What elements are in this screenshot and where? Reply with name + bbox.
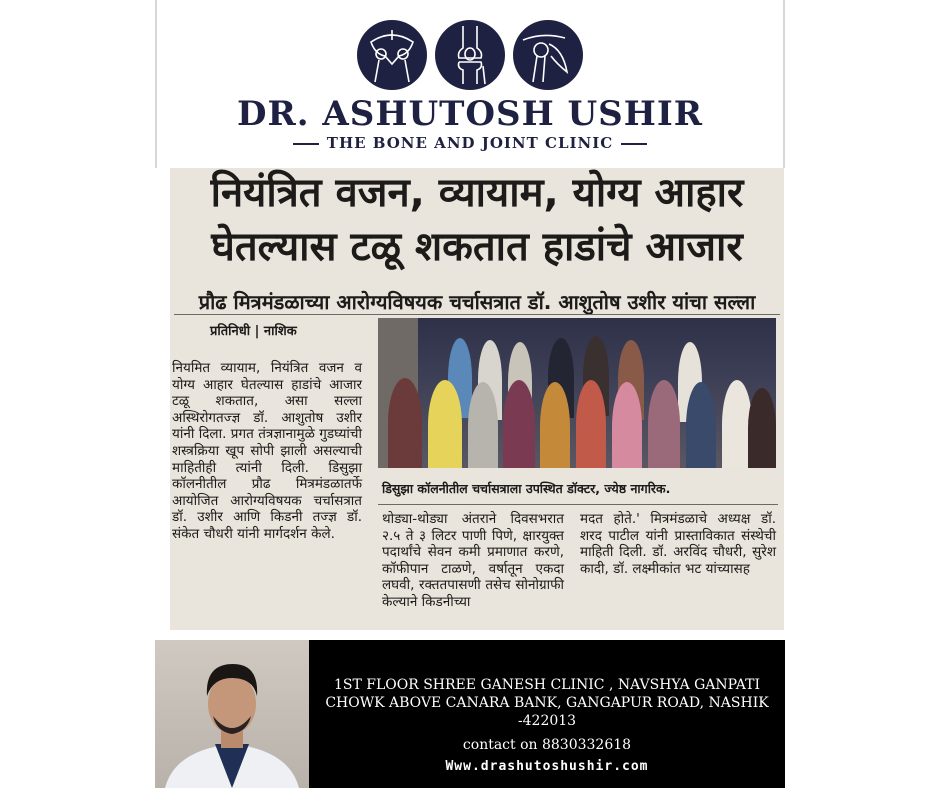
person — [503, 380, 535, 468]
frame-divider-right — [783, 0, 785, 168]
divider-rule — [378, 504, 778, 505]
shoulder-joint-icon — [513, 20, 583, 90]
clinic-subtitle — [157, 134, 783, 152]
contact-panel — [309, 640, 785, 788]
photo-caption: डिसुझा कॉलनीतील चर्चासत्राला उपस्थित डॉक्टर, ज्येष्ठ नागरिक. — [382, 481, 671, 496]
person — [388, 378, 422, 468]
headline-line-2: घेतल्यास टळू शकतात हाडांचे आजार — [211, 224, 743, 270]
hip-joint-icon — [357, 20, 427, 90]
doctor-portrait — [155, 640, 309, 788]
logo-icons — [357, 20, 587, 92]
person — [648, 380, 680, 468]
article-column-2: थोड्या-थोड्या अंतराने दिवसभरात २.५ ते ३ लिटर पाणी पिणे, क्षारयुक्त पदार्थांचे सेवन कमी प्रमाणात करणे, कॉफीपान टाळणे, वर्षातून एकदा लघवी, रक्ततपासणी तसेच सोनोग्राफी केल्याने किडनीच्या — [382, 511, 564, 610]
article-column-3: मदत होते.' मित्रमंडळाचे अध्यक्ष डॉ. शरद पाटील यांनी प्रास्ताविकात संस्थेची माहिती दिली. डॉ. अरविंद चौधरी, सुरेश कादी, डॉ. लक्ष्मीकांत भट यांच्यासह — [580, 511, 776, 577]
person — [428, 380, 462, 468]
person — [612, 382, 642, 468]
clinic-subtitle-text: THE BONE AND JOINT CLINIC — [326, 134, 614, 152]
contact-number: contact on 8830332618 — [462, 737, 632, 753]
byline: प्रतिनिधी | नाशिक — [210, 324, 297, 339]
article-column-1: नियमित व्यायाम, नियंत्रित वजन व योग्य आहार घेतल्यास हाडांचे आजार टळू शकतात, असा सल्ला अस्थिरोगतज्ज्ञ डॉ. आशुतोष उशीर यांनी दिला. प्रगत तंत्रज्ञानामुळे गुडघ्यांची शस्त्रक्रिया खूप सोपी झाली असल्याची माहितीही त्यांनी दिली. डिसुझा कॉलनीतील प्रौढ मित्रमंडळातर्फे आयोजित आरोग्यविषयक चर्चासत्रात डॉ. उशीर आणि किडनी तज्ज्ञ डॉ. संकेत चौधरी यांनी मार्गदर्शन केले. — [172, 360, 362, 542]
person — [686, 382, 716, 468]
website-link[interactable]: Www.drashutoshushir.com — [445, 759, 649, 774]
divider-dash — [293, 143, 319, 145]
divider-dash — [621, 143, 647, 145]
newspaper-clipping — [170, 168, 784, 630]
subheadline: प्रौढ मित्रमंडळाच्या आरोग्यविषयक चर्चासत्रात डॉ. आशुतोष उशीर यांचा सल्ला — [198, 290, 756, 314]
headline-line-1: नियंत्रित वजन, व्यायाम, योग्य आहार — [210, 170, 744, 216]
clinic-address: 1ST FLOOR SHREE GANESH CLINIC , NAVSHYA GANPATI CHOWK ABOVE CANARA BANK, GANGAPUR ROAD, NASHIK -422013 — [325, 677, 769, 729]
person — [748, 388, 776, 468]
knee-joint-icon — [435, 20, 505, 90]
person — [576, 380, 606, 468]
person — [468, 382, 498, 468]
group-photo — [378, 318, 776, 468]
clinic-logo — [157, 0, 783, 168]
clinic-name: DR. ASHUTOSH USHIR — [236, 94, 704, 134]
divider-rule — [174, 314, 780, 315]
person — [540, 382, 570, 468]
